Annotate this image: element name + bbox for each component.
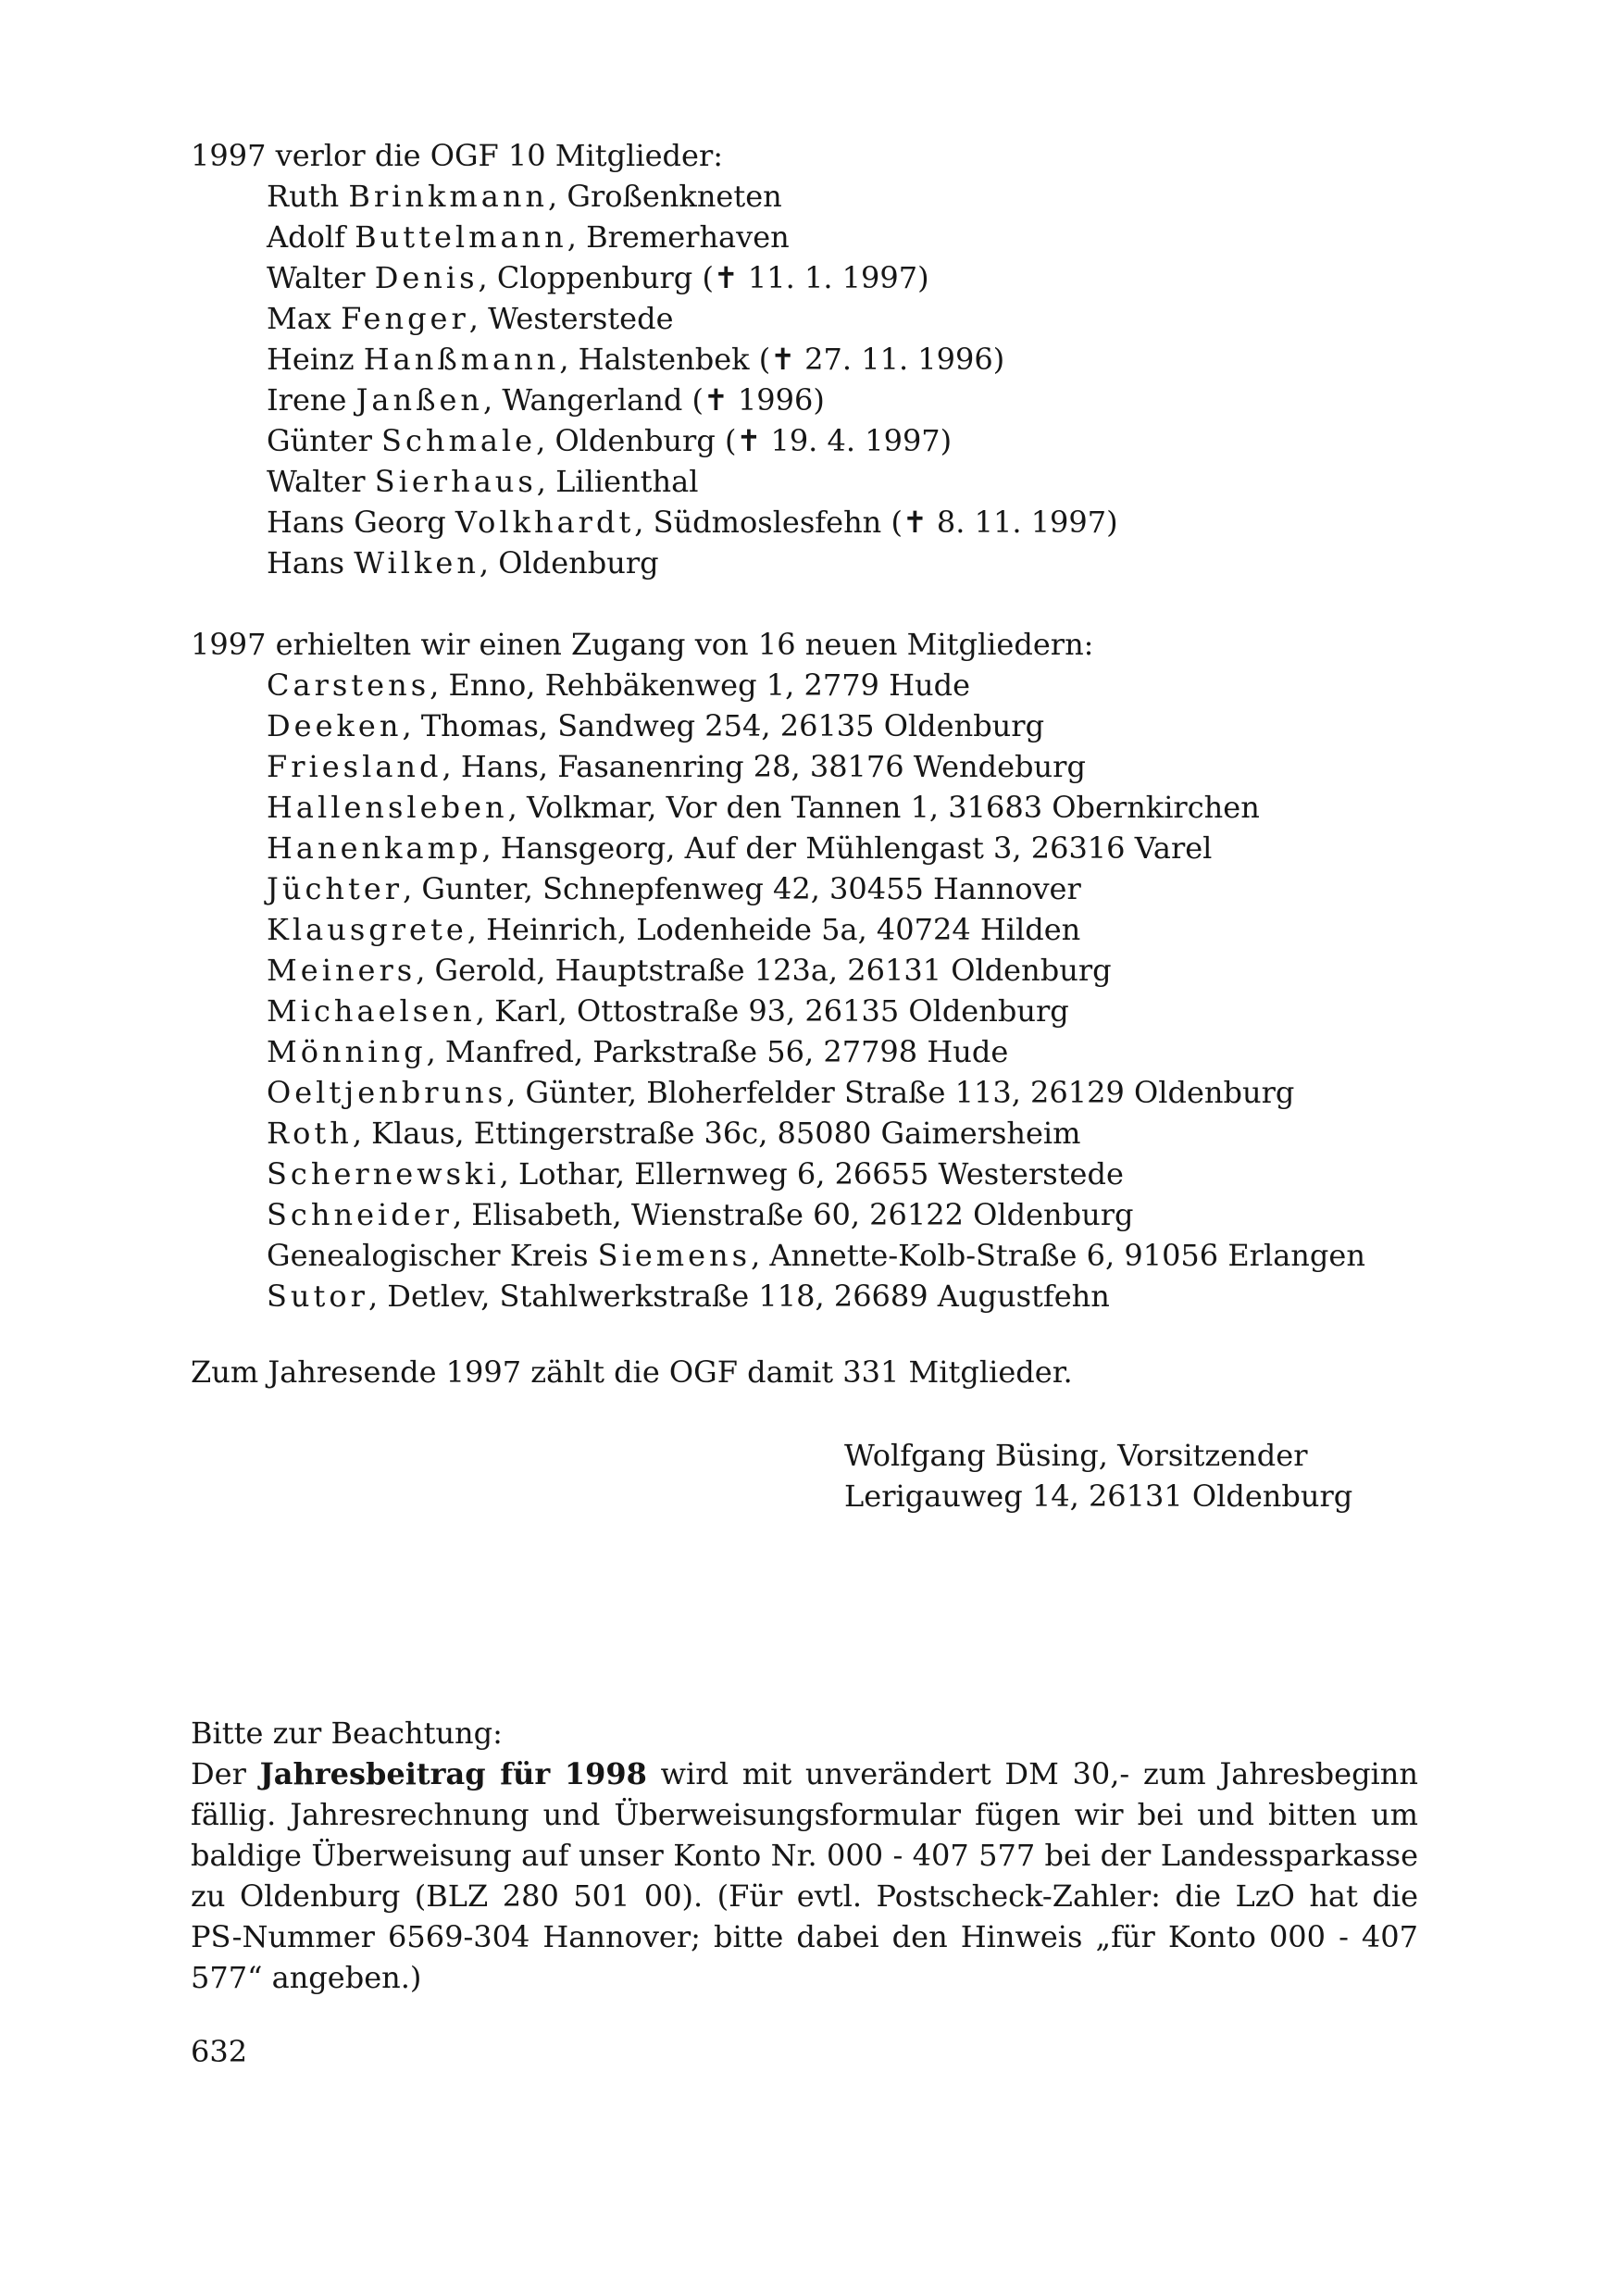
list-item xyxy=(191,380,1422,420)
entry-surname: Schmale xyxy=(381,423,537,458)
entry-surname: Klausgrete xyxy=(267,912,467,947)
signature-block xyxy=(844,1435,1492,1516)
entry-prefix: Genealogischer Kreis xyxy=(267,1238,598,1273)
entry-details: , Oldenburg xyxy=(479,545,659,580)
entry-surname: Buttelmann xyxy=(355,219,567,255)
entry-details: , Thomas, Sandweg 254, 26135 Oldenburg xyxy=(402,708,1045,743)
entry-surname: Brinkmann xyxy=(348,179,549,214)
list-item xyxy=(191,257,1422,298)
entry-prefix: Walter xyxy=(267,464,375,499)
new-members-heading: 1997 erhielten wir einen Zugang von 16 neuen Mitgliedern: xyxy=(191,627,1094,662)
entry-surname: Jüchter xyxy=(267,871,404,906)
entry-prefix: Adolf xyxy=(267,219,355,255)
list-item xyxy=(191,298,1422,339)
entry-details: , Südmoslesfehn (✝ 8. 11. 1997) xyxy=(634,505,1118,540)
entry-prefix: Ruth xyxy=(267,179,349,214)
entry-surname: Wilken xyxy=(354,545,480,580)
list-item xyxy=(191,665,1422,705)
entry-prefix: Walter xyxy=(267,260,375,295)
notice-paragraph xyxy=(191,1753,1418,1998)
entry-details: , Cloppenburg (✝ 11. 1. 1997) xyxy=(478,260,929,295)
entry-surname: Janßen xyxy=(355,382,484,418)
entry-surname: Mönning xyxy=(267,1034,427,1069)
list-item xyxy=(191,950,1422,991)
member-total-section xyxy=(191,1352,1422,1392)
lost-members-list xyxy=(191,176,1422,583)
signature-name: Wolfgang Büsing, Vorsitzender xyxy=(844,1438,1308,1473)
list-item xyxy=(191,787,1422,828)
entry-surname: Sutor xyxy=(267,1279,368,1314)
list-item xyxy=(191,1194,1422,1235)
entry-surname: Meiners xyxy=(267,953,417,988)
entry-surname: Sierhaus xyxy=(374,464,537,499)
list-item xyxy=(191,461,1422,502)
entry-details: , Halstenbek (✝ 27. 11. 1996) xyxy=(559,342,1005,377)
entry-surname: Hallensleben xyxy=(267,790,508,825)
new-members-list xyxy=(191,665,1422,1316)
entry-prefix: Max xyxy=(267,301,342,336)
entry-details: , Wangerland (✝ 1996) xyxy=(483,382,825,418)
list-item xyxy=(191,217,1422,257)
entry-details: , Enno, Rehbäkenweg 1, 2779 Hude xyxy=(430,668,971,703)
entry-surname: Deeken xyxy=(267,708,403,743)
entry-details: , Klaus, Ettingerstraße 36c, 85080 Gaimersheim xyxy=(352,1116,1081,1151)
entry-details: , Karl, Ottostraße 93, 26135 Oldenburg xyxy=(475,993,1069,1029)
entry-details: , Hansgeorg, Auf der Mühlengast 3, 26316 Varel xyxy=(481,830,1213,866)
lost-members-heading: 1997 verlor die OGF 10 Mitglieder: xyxy=(191,138,724,173)
list-item xyxy=(191,1031,1422,1072)
entry-surname: Oeltjenbruns xyxy=(267,1075,507,1110)
entry-surname: Hanenkamp xyxy=(267,830,482,866)
notice-heading: Bitte zur Beachtung: xyxy=(191,1716,503,1751)
list-item xyxy=(191,1072,1422,1113)
notice-bold-term: Jahresbeitrag für 1998 xyxy=(259,1756,647,1791)
entry-details: , Hans, Fasanenring 28, 38176 Wendeburg xyxy=(442,749,1086,784)
list-item xyxy=(191,420,1422,461)
list-item xyxy=(191,176,1422,217)
list-item xyxy=(191,502,1422,543)
entry-prefix: Heinz xyxy=(267,342,364,377)
notice-prefix: Der xyxy=(191,1756,260,1791)
entry-surname: Friesland xyxy=(267,749,442,784)
entry-details: , Gunter, Schnepfenweg 42, 30455 Hannover xyxy=(403,871,1081,906)
list-item xyxy=(191,705,1422,746)
entry-prefix: Hans xyxy=(267,545,355,580)
list-item xyxy=(191,1235,1422,1276)
list-item xyxy=(191,828,1422,868)
page-number: 632 xyxy=(191,2034,248,2069)
list-item xyxy=(191,868,1422,909)
entry-prefix: Hans Georg xyxy=(267,505,455,540)
entry-details: , Westerstede xyxy=(468,301,674,336)
list-item xyxy=(191,543,1422,583)
signature-address: Lerigauweg 14, 26131 Oldenburg xyxy=(844,1479,1353,1514)
entry-surname: Siemens xyxy=(597,1238,752,1273)
entry-surname: Fenger xyxy=(341,301,469,336)
new-members-section xyxy=(191,624,1422,1316)
entry-details: , Volkmar, Vor den Tannen 1, 31683 Obernkirchen xyxy=(507,790,1260,825)
list-item xyxy=(191,339,1422,380)
entry-details: , Bremerhaven xyxy=(567,219,790,255)
entry-details: , Großenkneten xyxy=(548,179,782,214)
entry-surname: Hanßmann xyxy=(363,342,560,377)
entry-details: , Manfred, Parkstraße 56, 27798 Hude xyxy=(426,1034,1009,1069)
lost-members-section xyxy=(191,135,1422,583)
entry-details: , Detlev, Stahlwerkstraße 118, 26689 Augustfehn xyxy=(367,1279,1110,1314)
entry-surname: Schneider xyxy=(267,1197,453,1232)
entry-surname: Denis xyxy=(374,260,479,295)
entry-details: , Annette-Kolb-Straße 6, 91056 Erlangen xyxy=(751,1238,1365,1273)
entry-surname: Volkhardt xyxy=(455,505,635,540)
notice-section xyxy=(191,1713,1418,1998)
entry-details: , Oldenburg (✝ 19. 4. 1997) xyxy=(536,423,953,458)
entry-details: , Lilienthal xyxy=(536,464,699,499)
list-item xyxy=(191,1276,1422,1316)
entry-surname: Michaelsen xyxy=(267,993,476,1029)
entry-surname: Schernewski xyxy=(267,1156,500,1192)
entry-details: , Gerold, Hauptstraße 123a, 26131 Oldenburg xyxy=(416,953,1112,988)
list-item xyxy=(191,991,1422,1031)
entry-prefix: Günter xyxy=(267,423,382,458)
entry-details: , Elisabeth, Wienstraße 60, 26122 Oldenburg xyxy=(452,1197,1134,1232)
list-item xyxy=(191,1154,1422,1194)
list-item xyxy=(191,909,1422,950)
entry-details: , Lothar, Ellernweg 6, 26655 Westerstede xyxy=(499,1156,1124,1192)
list-item xyxy=(191,746,1422,787)
entry-details: , Günter, Bloherfelder Straße 113, 26129 Oldenburg xyxy=(506,1075,1295,1110)
entry-surname: Roth xyxy=(267,1116,353,1151)
member-total-text: Zum Jahresende 1997 zählt die OGF damit 331 Mitglieder. xyxy=(191,1354,1073,1390)
entry-details: , Heinrich, Lodenheide 5a, 40724 Hilden xyxy=(467,912,1081,947)
entry-prefix: Irene xyxy=(267,382,356,418)
entry-surname: Carstens xyxy=(267,668,430,703)
notice-text: wird mit unverändert DM 30,- zum Jahresbeginn fällig. Jahresrechnung und Überweisungsformular fügen wir bei und bitten um baldige Überweisung auf unser Konto Nr. 000 - 407 577 bei der Landessparkasse zu Oldenburg (BLZ 280 501 00). (Für evtl. Postscheck-Zahler: die LzO hat die PS-Nummer 6569-304 Hannover; bitte dabei den Hinweis „für Konto 000 - 407 577“ angeben.) xyxy=(191,1756,1419,1995)
list-item xyxy=(191,1113,1422,1154)
